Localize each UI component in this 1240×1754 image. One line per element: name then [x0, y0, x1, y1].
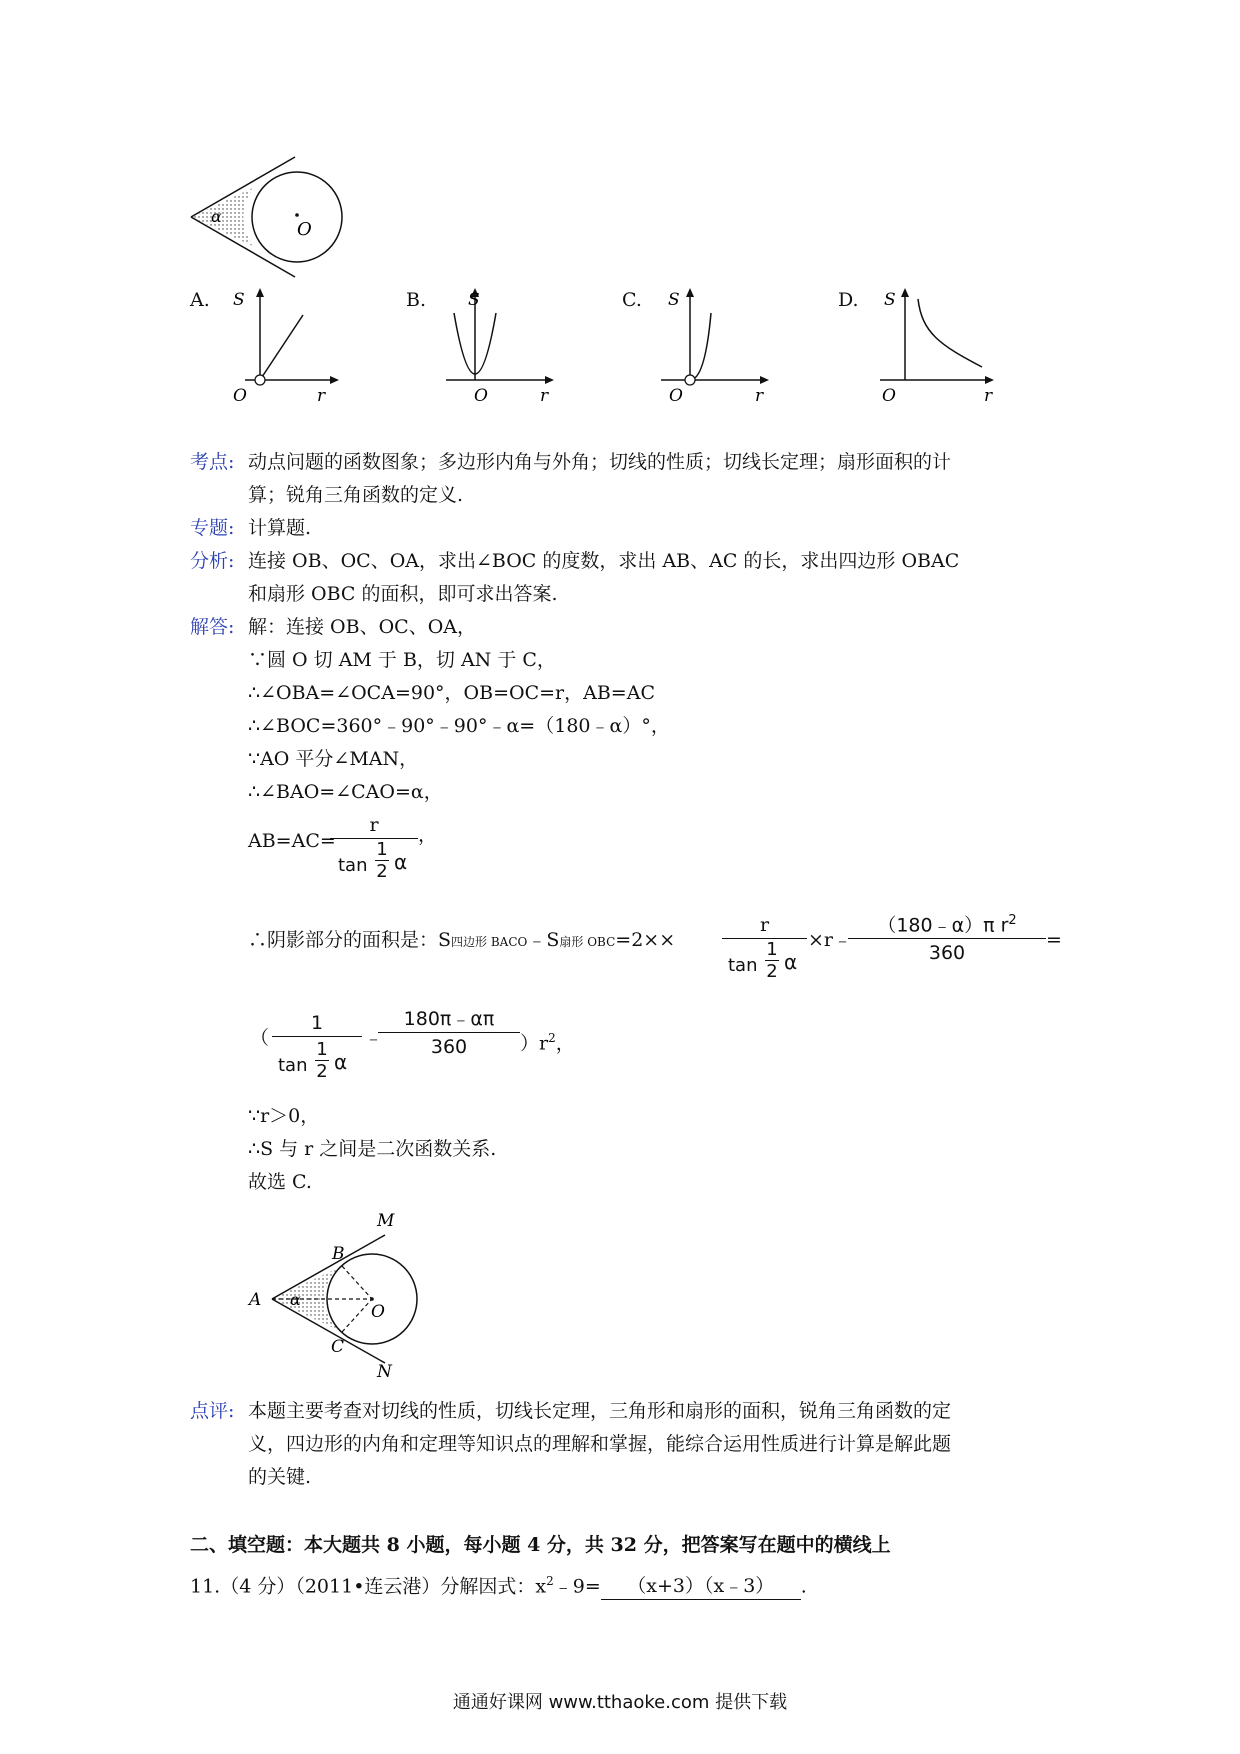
q11-exponent: 2 — [546, 1574, 554, 1588]
kaodian-line-2: 算；锐角三角函数的定义. — [248, 484, 464, 506]
sector-fraction — [848, 908, 1046, 967]
dianping-line-1: 本题主要考查对切线的性质，切线长定理，三角形和扇形的面积，锐角三角函数的定 — [248, 1400, 952, 1422]
close-paren-r: ）r — [520, 1032, 549, 1055]
solution-line: ∵圆 O 切 AM 于 B，切 AN 于 C， — [248, 649, 556, 671]
ab-fraction — [330, 812, 418, 839]
open-paren: （ — [250, 1027, 270, 1049]
solution-line: ∴∠BAO=∠CAO=α， — [248, 781, 443, 803]
ab-prefix: AB=AC= — [248, 830, 336, 852]
point-o-label: O — [371, 1302, 385, 1322]
dianping-line-3: 的关键. — [248, 1466, 312, 1488]
close-r2 — [520, 1025, 575, 1056]
half-numerator: 1 — [766, 939, 778, 960]
s-axis-label: S — [468, 290, 480, 310]
option-b-label: B. — [406, 289, 427, 311]
half-denominator: 2 — [376, 861, 388, 882]
point-c-label: C — [331, 1337, 345, 1357]
q11-prefix: 11.（4 分）（2011•连云港）分解因式：x — [190, 1575, 547, 1598]
point-a-label: A — [249, 1290, 262, 1310]
pi-fraction — [378, 1006, 520, 1061]
s-axis-label: S — [884, 290, 896, 310]
fenxi-line-1: 连接 OB、OC、OA，求出∠BOC 的度数，求出 AB、AC 的长，求出四边形 OBAC — [248, 550, 960, 572]
solution-line: ∴∠BOC=360°﹣90°﹣90°﹣α=（180﹣α）°， — [248, 715, 670, 737]
solution-line: ∵AO 平分∠MAN， — [248, 748, 419, 770]
origin-label: O — [669, 386, 683, 405]
kaodian-label: 考点: — [190, 451, 235, 473]
pi-denominator: 360 — [430, 1036, 468, 1058]
r-exponent: 2 — [548, 1031, 556, 1045]
zhuanti-label: 专题: — [190, 517, 235, 539]
point-b-label: B — [332, 1244, 345, 1264]
minus-s: ﹣S — [527, 929, 560, 951]
question-11 — [190, 1568, 807, 1600]
origin-label: O — [233, 386, 247, 405]
comma: ， — [555, 1032, 575, 1055]
origin-label: O — [882, 386, 896, 405]
area-fraction-1-numerator: r — [722, 912, 807, 939]
solution-line: ∴S 与 r 之间是二次函数关系. — [248, 1138, 497, 1160]
subscript-quadrilateral: 四边形 BACO — [451, 935, 528, 949]
half-numerator: 1 — [376, 839, 388, 860]
option-c-label: C. — [622, 289, 642, 311]
alpha-symbol: α — [784, 950, 798, 974]
option-a-graph[interactable] — [225, 285, 345, 405]
tangent-circle-figure — [185, 155, 345, 290]
page-footer: 通通好课网 www.tthaoke.com 提供下载 — [452, 1692, 788, 1713]
r-axis-label: r — [317, 386, 326, 405]
half-numerator: 1 — [316, 1039, 328, 1060]
zhuanti-text: 计算题. — [248, 517, 312, 539]
area-prefix-text: ∴阴影部分的面积是：S — [248, 929, 452, 951]
tan-label: tan — [728, 955, 758, 976]
solution-line: 解：连接 OB、OC、OA， — [248, 616, 476, 638]
area-fraction-1 — [722, 912, 807, 939]
fenxi-line-2: 和扇形 OBC 的面积，即可求出答案. — [248, 583, 558, 605]
solution-line: ∴∠OBA=∠OCA=90°，OB=OC=r，AB=AC — [248, 682, 655, 704]
sector-denominator: 360 — [928, 942, 966, 965]
jieda-label: 解答: — [190, 616, 235, 638]
half-denominator: 2 — [766, 961, 778, 982]
kaodian-line-1: 动点问题的函数图象；多边形内角与外角；切线的性质；切线长定理；扇形面积的计 — [248, 451, 952, 473]
tan-label: tan — [278, 1055, 308, 1076]
equals-sign: = — [1046, 929, 1062, 951]
alpha-symbol: α — [394, 850, 408, 874]
center-label: O — [297, 219, 312, 240]
option-b-graph[interactable] — [440, 285, 560, 405]
origin-label: O — [474, 386, 488, 405]
sector-exponent: 2 — [1008, 913, 1017, 928]
q11-answer-blank[interactable]: （x+3）（x﹣3） — [601, 1573, 801, 1600]
dianping-line-2: 义，四边形的内角和定理等知识点的理解和掌握，能综合运用性质进行计算是解此题 — [248, 1433, 952, 1455]
tan-label: tan — [338, 855, 368, 876]
sector-numerator-text: （180﹣α）π r — [877, 914, 1009, 937]
point-m-label: M — [377, 1211, 395, 1231]
sector-numerator — [848, 908, 1046, 939]
solution-line: 故选 C. — [248, 1171, 312, 1193]
fenxi-label: 分析: — [190, 550, 235, 572]
option-a-label: A. — [190, 289, 210, 311]
s-axis-label: S — [233, 290, 245, 310]
area-prefix — [248, 927, 675, 955]
reciprocal-numerator: 1 — [272, 1010, 362, 1037]
half-denominator: 2 — [316, 1061, 328, 1082]
alpha-label: α — [211, 207, 222, 226]
labeled-tangent-figure — [245, 1205, 445, 1380]
solution-line: ∵r＞0， — [248, 1105, 320, 1127]
s-axis-label: S — [668, 290, 680, 310]
equals-2x: =2×× — [615, 929, 676, 951]
alpha-label: α — [290, 1290, 301, 1309]
r-axis-label: r — [755, 386, 764, 405]
point-n-label: N — [377, 1362, 392, 1380]
minus-sign: ﹣ — [364, 1027, 384, 1049]
ab-suffix: ， — [418, 824, 438, 846]
dianping-label: 点评: — [190, 1400, 235, 1422]
q11-mid: ﹣9= — [553, 1575, 601, 1598]
r-axis-label: r — [984, 386, 993, 405]
times-r: ×r﹣ — [808, 929, 853, 951]
ab-numerator: r — [330, 812, 418, 839]
pi-numerator: 180π﹣απ — [378, 1006, 520, 1033]
r-axis-label: r — [540, 386, 549, 405]
section-heading: 二、填空题：本大题共 8 小题，每小题 4 分，共 32 分，把答案写在题中的横线上 — [190, 1534, 891, 1556]
alpha-symbol: α — [334, 1050, 348, 1074]
subscript-sector: 扇形 OBC — [559, 935, 616, 949]
option-d-label: D. — [838, 289, 859, 311]
option-c-graph[interactable] — [655, 285, 775, 405]
q11-end: . — [800, 1575, 807, 1598]
option-d-graph[interactable] — [870, 285, 1000, 405]
reciprocal-fraction — [272, 1010, 362, 1037]
